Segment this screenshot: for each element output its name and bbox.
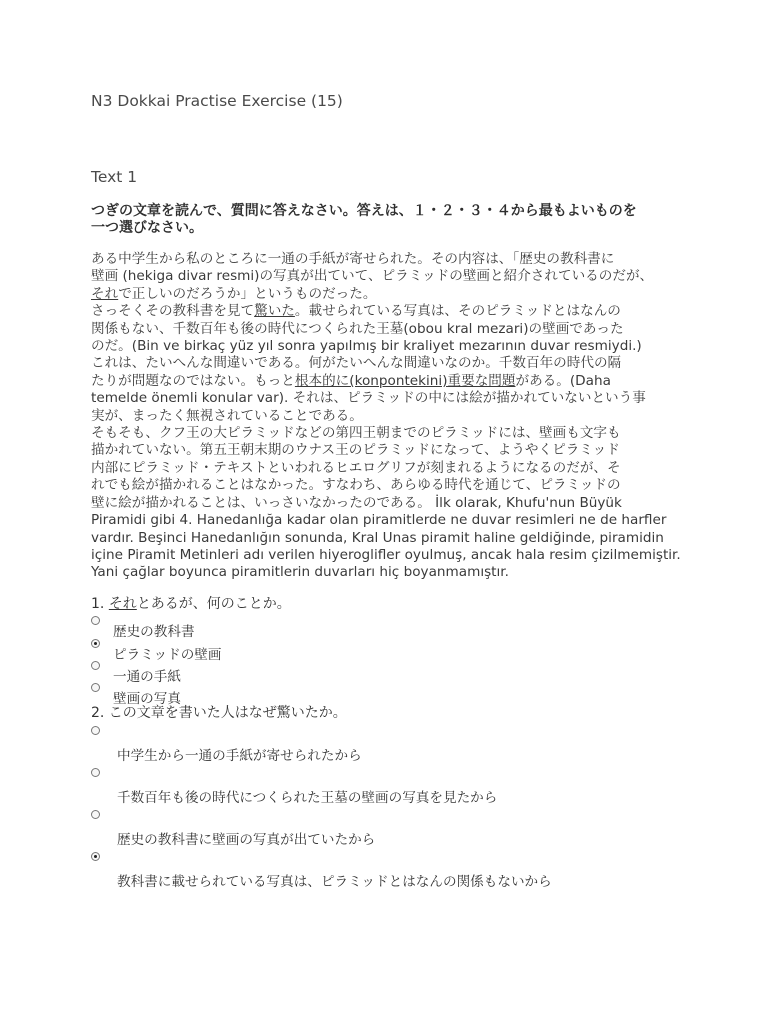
passage-line <box>91 373 691 390</box>
q2-option-4[interactable] <box>91 850 552 890</box>
passage-line <box>91 390 691 407</box>
passage-text: 。載せられている写真は、そのピラミッドとはなんの <box>294 303 621 320</box>
passage-text: içine Piramit Metinleri adı verilen hiyeroglifler oyulmuş, ancak hala resim çizilmemiştir. <box>91 546 681 563</box>
q2-option-2[interactable] <box>91 766 498 806</box>
q1-option-2[interactable] <box>91 637 222 663</box>
passage-text: vardır. Beşinci Hanedanlığın sonunda, Kral Unas piramit haline geldiğinde, piramidin <box>91 529 664 546</box>
option-label: 一通の手紙 <box>113 669 181 685</box>
option-label: 歴史の教科書に壁画の写真が出ていたから <box>117 832 376 848</box>
instruction-line: つぎの文章を読んで、質問に答えなさい。答えは、１・２・３・４から最もよいものを <box>91 203 637 219</box>
question-1-prefix: 1. <box>91 596 109 612</box>
passage-text: Yani çağlar boyunca piramitlerin duvarları hiç boyanmamıştır. <box>91 564 509 581</box>
radio-button[interactable] <box>91 661 100 670</box>
passage-line <box>91 460 691 477</box>
passage-line <box>91 425 691 442</box>
radio-button[interactable] <box>91 616 100 625</box>
passage-line <box>91 251 691 268</box>
passage-text: ある中学生から私のところに一通の手紙が寄せられた。その内容は、「歴史の教科書に <box>91 251 615 267</box>
passage-line <box>91 530 691 547</box>
passage-text: 関係もない、千数百年も後の時代につくられた王墓(obou kral mezari)の壁画であった <box>91 320 624 337</box>
passage-line <box>91 303 691 320</box>
radio-button[interactable] <box>91 639 100 648</box>
passage-underlined-text: 根本的に(konpontekini)重要な問題 <box>294 372 516 389</box>
q1-option-4[interactable] <box>91 681 181 707</box>
text-label: Text 1 <box>91 168 138 186</box>
instruction <box>91 203 691 237</box>
radio-button[interactable] <box>91 852 100 861</box>
passage-line <box>91 268 691 285</box>
passage-line <box>91 321 691 338</box>
passage-underlined-text: それ <box>91 285 119 302</box>
passage-text: 描かれていない。第五王朝末期のウナス王のピラミッドになって、ようやくピラミッド <box>91 442 620 459</box>
passage-line <box>91 512 691 529</box>
passage-text: で正しいのだろうか」というものだった。 <box>118 285 377 302</box>
passage-underlined-text: 驚いた <box>254 303 295 320</box>
instruction-line: 一つ選びなさい。 <box>91 220 203 236</box>
option-label: 歴史の教科書 <box>113 624 195 640</box>
question-2: 2. この文章を書いた人はなぜ驚いたか。 <box>91 705 347 721</box>
passage-text: これは、たいへんな間違いである。何がたいへんな間違いなのか。千数百年の時代の隔 <box>91 355 622 372</box>
passage-text: さっそくその教科書を見て <box>91 303 255 320</box>
radio-button[interactable] <box>91 810 100 819</box>
passage-line <box>91 286 691 303</box>
passage-line <box>91 408 691 425</box>
passage-line <box>91 355 691 372</box>
passage <box>91 251 691 582</box>
question-1-suffix: とあるが、何のことか。 <box>136 596 291 612</box>
passage-line <box>91 564 691 581</box>
passage-line <box>91 495 691 512</box>
q2-option-3[interactable] <box>91 808 376 848</box>
passage-text: そもそも、クフ王の大ピラミッドなどの第四王朝までのピラミッドには、壁画も文字も <box>91 425 621 442</box>
passage-text: 内部にピラミッド・テキストといわれるヒエログリフが刻まれるようになるのだが、そ <box>91 459 621 476</box>
option-label: 壁画の写真 <box>113 691 181 707</box>
passage-text: れでも絵が描かれることはなかった。すなわち、あらゆる時代を通じて、ピラミッドの <box>91 477 621 494</box>
passage-text: 実が、まったく無視されていることである。 <box>91 407 363 424</box>
passage-text: 壁に絵が描かれることは、いっさいなかったのである。 İlk olarak, Khufu'nun Büyük <box>91 494 622 511</box>
passage-text: たりが問題なのではない。もっと <box>91 372 295 389</box>
passage-line <box>91 477 691 494</box>
passage-text: Piramidi gibi 4. Hanedanlığa kadar olan piramitlerde ne duvar resimleri ne de harfler <box>91 512 667 529</box>
option-label: ピラミッドの壁画 <box>113 647 222 663</box>
question-1-underlined: それ <box>108 596 137 612</box>
q1-option-1[interactable] <box>91 614 195 640</box>
passage-line <box>91 338 691 355</box>
passage-text: temelde önemli konular var). それは、ピラミッドの中には絵が描かれていないという事 <box>91 390 646 407</box>
passage-text: 壁画 (hekiga divar resmi)の写真が出ていて、ピラミッドの壁画と紹介されているのだが、 <box>91 268 654 285</box>
passage-text: がある。(Daha <box>515 372 611 389</box>
option-label: 千数百年も後の時代につくられた王墓の壁画の写真を見たから <box>117 790 498 806</box>
radio-button[interactable] <box>91 683 100 692</box>
passage-line <box>91 547 691 564</box>
q2-option-1[interactable] <box>91 724 362 764</box>
option-label: 中学生から一通の手紙が寄せられたから <box>117 748 362 764</box>
radio-button[interactable] <box>91 768 100 777</box>
question-1 <box>91 593 291 613</box>
q1-option-3[interactable] <box>91 659 181 685</box>
document-title: N3 Dokkai Practise Exercise (15) <box>91 92 343 110</box>
passage-line <box>91 442 691 459</box>
passage-text: のだ。(Bin ve birkaç yüz yıl sonra yapılmış bir kraliyet mezarının duvar resmiydi.) <box>91 338 642 355</box>
option-label: 教科書に載せられている写真は、ピラミッドとはなんの関係もないから <box>117 874 552 890</box>
radio-button[interactable] <box>91 726 100 735</box>
